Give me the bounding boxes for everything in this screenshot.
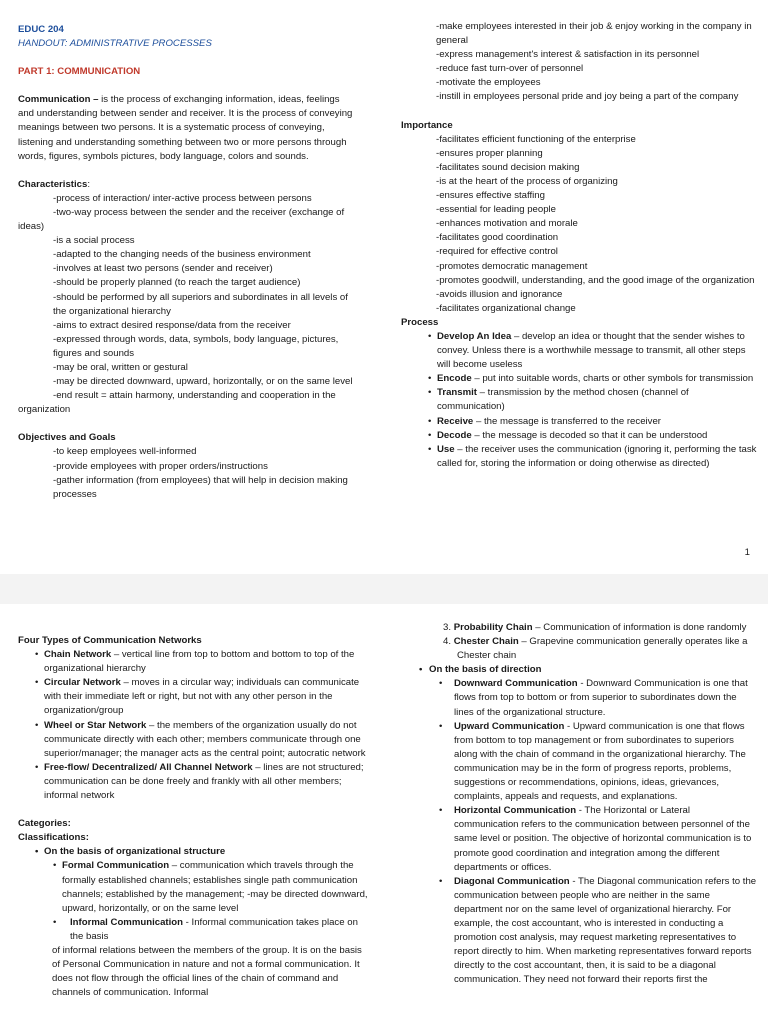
basis-direction-heading: • On the basis of direction — [401, 663, 757, 677]
list-item: -instill in employees personal pride and joy being a part of the company — [436, 91, 739, 103]
list-item: -should be performed by all superiors and subordinates in all levels of the organizational hierarchy — [53, 291, 348, 317]
page2-right-column — [401, 621, 757, 987]
chain-text: – Communication of information is done randomly — [532, 622, 747, 633]
list-item: -promotes democratic management — [436, 260, 588, 272]
list-item: -end result = attain harmony, understanding and cooperation in the organization — [18, 390, 336, 416]
objectives-list — [18, 445, 358, 501]
page2-left-column — [18, 634, 370, 1000]
page1-right-column — [401, 23, 757, 471]
characteristics-heading-text: Characteristics — [18, 178, 88, 190]
characteristics-list — [18, 192, 358, 418]
list-item: -promotes goodwill, understanding, and the good image of the organization — [436, 274, 755, 286]
networks-heading: Four Types of Communication Networks — [18, 635, 202, 646]
list-item: -ensures effective staffing — [436, 190, 545, 202]
network-text: – moves in a circular way; individuals can communicate with their immediate left or right, but not with any other person in the organization/group — [44, 677, 360, 717]
network-term: Chain Network — [44, 649, 112, 661]
direction-term: Diagonal Communication — [454, 875, 570, 887]
informal-continuation: of informal relations between the members of the group. It is on the basis of Personal Communication in nature and not a formal communication. It does not flow through the official lines of the chain of command and channels of communication. Informal — [52, 944, 362, 999]
process-list — [401, 330, 757, 471]
step-term: Develop An Idea — [437, 330, 512, 342]
step-term: Decode — [437, 429, 472, 441]
informal-communication-item — [18, 916, 370, 944]
list-item: -enhances motivation and morale — [436, 218, 578, 230]
list-item: -to keep employees well-informed — [53, 446, 197, 458]
network-item — [18, 719, 370, 761]
page-number: 1 — [744, 547, 750, 558]
formal-text: – communication which travels through the formally established channels; establishes single path communication channels; established by the management; -may be directed downward, upward, horizontally, or on the same level — [62, 860, 368, 914]
step-text: – transmission by the method chosen (channel of communication) — [437, 387, 689, 413]
list-item: -facilitates organizational change — [436, 302, 576, 314]
list-item: -process of interaction/ inter-active process between persons — [53, 192, 312, 204]
classifications-heading: Classifications: — [18, 832, 89, 844]
network-item — [18, 761, 370, 803]
process-step — [401, 330, 757, 372]
list-item: -facilitates sound decision making — [436, 161, 580, 173]
process-step — [401, 443, 757, 471]
list-item: -avoids illusion and ignorance — [436, 288, 563, 300]
direction-term: Upward Communication — [454, 720, 565, 732]
formal-communication-item — [18, 859, 370, 915]
list-item: -may be directed downward, upward, horizontally, or on the same level — [53, 376, 353, 388]
direction-term: Horizontal Communication — [454, 805, 577, 817]
step-term: Encode — [437, 373, 472, 385]
chains-list — [401, 621, 757, 663]
categories-heading: Categories: — [18, 818, 71, 830]
step-term: Transmit — [437, 387, 477, 399]
definition-term: Communication – — [18, 94, 99, 106]
chain-number: 4. — [443, 636, 452, 648]
list-item: -two-way process between the sender and the receiver (exchange of ideas) — [18, 206, 345, 233]
network-term: Free-flow/ Decentralized/ All Channel Network — [44, 761, 253, 773]
step-text: – the message is transferred to the receiver — [473, 415, 661, 427]
list-item: -motivate the employees — [436, 77, 541, 89]
list-item: -adapted to the changing needs of the business environment — [53, 249, 311, 261]
step-text: – the message is decoded so that it can be understood — [471, 429, 708, 441]
step-term: Use — [437, 443, 455, 455]
process-step — [401, 372, 757, 386]
process-heading: Process — [401, 316, 439, 328]
informal-term: Informal Communication — [70, 916, 183, 928]
objectives-continued-list — [401, 20, 757, 105]
list-item: -is at the heart of the process of organizing — [436, 175, 618, 187]
definition-text: is the process of exchanging information, ideas, feelings and understanding between sender and receiver. It is the process of conveying meanings between two persons. It is a systematic process of conveying, listening and understanding something between two or more persons through words, figures, symbols pictures, body language, colors and sounds. — [18, 94, 353, 162]
importance-heading: Importance — [401, 119, 453, 131]
objectives-heading: Objectives and Goals — [18, 432, 116, 444]
chain-text: – Grapevine communication generally operates like a Chester chain — [457, 636, 748, 662]
communication-definition — [18, 93, 358, 163]
network-text: – vertical line from top to bottom and bottom to top of the organizational hierarchy — [44, 649, 355, 675]
direction-item — [401, 720, 757, 805]
network-item — [18, 676, 370, 718]
direction-item — [401, 875, 757, 988]
characteristics-heading: Characteristics: — [18, 178, 90, 190]
list-item: -facilitates efficient functioning of the enterprise — [436, 133, 636, 145]
chain-term: Probability Chain — [453, 622, 533, 633]
course-code: EDUC 204 — [18, 24, 64, 35]
document-page-2 — [0, 604, 768, 1024]
process-step — [401, 429, 757, 443]
chain-item — [401, 635, 757, 663]
list-item: -should be properly planned (to reach the target audience) — [53, 277, 301, 289]
list-item: -required for effective control — [436, 246, 558, 258]
step-term: Receive — [437, 415, 474, 427]
list-item: -provide employees with proper orders/instructions — [53, 460, 268, 472]
importance-list — [401, 133, 757, 316]
direction-text: - The Diagonal communication refers to the communication between people who are neither in the same department nor on the same level of organizational hierarchy. For example, the cost accountant, who is interested in conducting a promotion cost analysis, may request marketing representatives to report directly to him. When marketing representatives forward reports directly to the cost accountant, then, it is said to be a diagonal communication. They need not forward their reports first the — [454, 875, 757, 986]
list-item: -involves at least two persons (sender and receiver) — [53, 263, 273, 275]
chain-term: Chester Chain — [453, 636, 519, 648]
list-item: -facilitates good coordination — [436, 232, 559, 244]
list-item: -express management's interest & satisfaction in its personnel — [436, 49, 700, 61]
list-item: -aims to extract desired response/data from the receiver — [53, 319, 291, 331]
network-item — [18, 648, 370, 676]
list-item: -may be oral, written or gestural — [53, 361, 188, 373]
network-term: Circular Network — [44, 677, 121, 689]
informal-text: - Informal communication takes place on the basis — [70, 916, 358, 942]
list-item: -make employees interested in their job & enjoy working in the company in general — [436, 21, 752, 47]
part-title: PART 1: COMMUNICATION — [18, 66, 141, 78]
formal-term: Formal Communication — [62, 860, 170, 872]
chain-item — [401, 621, 757, 635]
process-step — [401, 415, 757, 429]
process-step — [401, 386, 757, 414]
list-item: -reduce fast turn-over of personnel — [436, 63, 584, 75]
list-item: -expressed through words, data, symbols, body language, pictures, figures and sounds — [53, 333, 339, 359]
direction-item — [401, 677, 757, 719]
network-text: – the members of the organization usually do not communicate directly with each other; members communicate through one superior/manager; the manager acts as the central point; autocratic network — [44, 719, 366, 759]
list-item: -ensures proper planning — [436, 147, 543, 159]
direction-text: - The Horizontal or Lateral communication refers to the communication between personnel of the same level or position. The objective of horizontal communication is to promote good coordination and integration among the different departments or offices. — [454, 805, 752, 873]
list-item: -is a social process — [53, 235, 135, 247]
direction-text: - Downward Communication is one that flows from top to bottom or from superior to subordinates down the lines of the organizational structure. — [454, 678, 748, 718]
chain-number: 3. — [443, 622, 452, 633]
direction-term: Downward Communication — [454, 678, 578, 690]
basis-structure-heading: • On the basis of organizational structure — [18, 845, 370, 859]
direction-item — [401, 804, 757, 874]
networks-list — [18, 648, 370, 803]
list-item: -essential for leading people — [436, 204, 557, 216]
step-text: – develop an idea or thought that the sender wishes to convey. Unless there is a worthwhile message to transmit, all other steps will become useless — [437, 330, 746, 371]
direction-text: - Upward communication is one that flows from bottom to top management or from subordinates to superiors along with the chain of command in the organizational hierarchy. The communication may be in the form of progress reports, problems, suggestions or recommendations, opinions, ideas, grievances, complaints, appeals and requests, and explanations. — [454, 720, 746, 803]
step-text: – the receiver uses the communication (ignoring it, performing the task called for, storing the information or doing otherwise as directed) — [437, 443, 757, 469]
handout-title: HANDOUT: ADMINISTRATIVE PROCESSES — [18, 38, 212, 50]
step-text: – put into suitable words, charts or other symbols for transmission — [471, 373, 754, 385]
network-text: – lines are not structured; communication can be done freely and frankly with all other members; informal network — [44, 761, 364, 802]
directions-list — [401, 677, 757, 987]
list-item: -gather information (from employees) that will help in decision making processes — [53, 474, 348, 500]
network-term: Wheel or Star Network — [44, 719, 147, 731]
page1-left-column — [18, 23, 358, 502]
